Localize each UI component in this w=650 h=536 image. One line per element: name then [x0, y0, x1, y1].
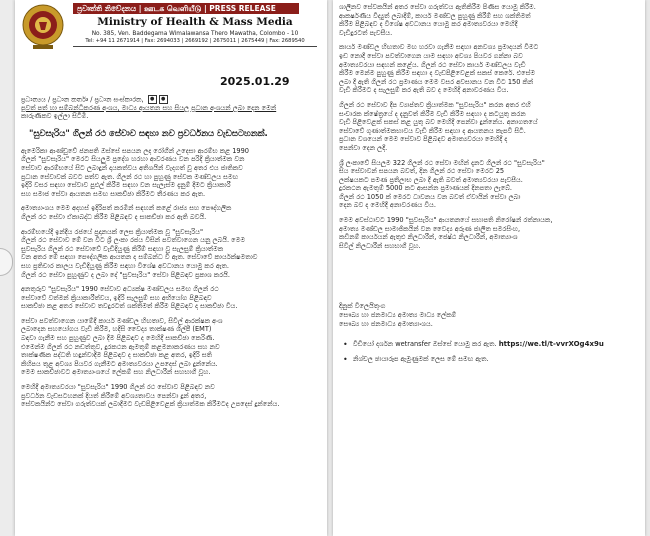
text-line: දෙන බව ද මෙහිදී අනාවරණය විය. [339, 201, 437, 210]
paragraph [21, 317, 321, 377]
text-line: ගිලන් රථ සේවාව දීප ව්‍යාප්තව ක්‍රියාත්මක "සුවසැරිය" කරන අතර එහි [339, 100, 531, 109]
text-line: බඳවා ගැනීම සහ පුහුණුව ලබා දීම පිළිබඳව ද මෙහිදී සාකච්ඡා කෙරිණි. [21, 334, 215, 343]
text-line: සේවා පවත්වාගෙන යාමේදී කාර්ය මණ්ඩල හිඟතාව, සිවිල් ආරක්ෂක අංශ [21, 316, 223, 325]
sri-lanka-emblem-icon [21, 3, 65, 53]
text-line: මෙම සාකච්ඡාවට අමාත්‍යාංශයේ ලේකම් සහ නිලධාරීන් සහභාගී වූහ. [21, 368, 211, 377]
signature-block [339, 302, 637, 328]
text-line: දුරකථන ඇමතුම් 5000 කට ආසන්න ප්‍රමාණයක් දිනපතා ලැබේ. [339, 184, 513, 193]
text-line: ප්‍රධාන සේවාවක් බවට පත්ව ඇත. ගිලන් රථ හා පුහුණු සේවක මණ්ඩලය සමඟ [21, 172, 239, 181]
text-line: සිය සේවාවන් සපයන බවත්, දින ගිලන් රථ සේවා මෙරට 25 [339, 167, 505, 176]
paragraph [339, 43, 637, 95]
text-line: අමාත්‍ය මණ්ඩල සාමාජිකයින් වන වෛද්‍ය අරුණ ජාලිත සමරසිංහ, [339, 224, 521, 233]
text-line: වන අතර මේ සඳහා පෞද්ගලික ආයතන ද සම්බන්ධ වී ඇත. සේවාවේ කාර්යක්ෂමතාව [21, 253, 258, 262]
text-line: සේවකයින්ට සේවා ගරුත්වයක් ලබාදීමට වැඩපිළිවෙළක් ක්‍රියාත්මක කිරීමටද උපදෙස් දුන්නේය. [21, 400, 280, 409]
ministry-name: Ministry of Health & Mass Media [97, 16, 293, 28]
ministry-contacts: Tel: +94 11 2671914 | Fax: 2694033 | 2669192 | 2675011 | 2675449 | Fax: 2689540 [85, 38, 305, 44]
text-line: කිහිපය තුළ අවශ්‍ය පියවර ගැනීමට අමාත්‍යවරයා උපදෙස් ලබා දුන්නේය. [21, 359, 218, 368]
text-line: ඉඩ නොදී සේවා පවත්වාගෙන යාම සඳහා අවශ්‍ය පියවර ගන්නා බව [339, 51, 523, 60]
text-line: කාර්ය මණ්ඩල හිඟතාව මඟ හරවා ගැනීම සඳහා අනවශ්‍ය ප්‍රමාදයන් වීමට [339, 43, 539, 52]
attachment-item [339, 340, 637, 349]
text-line: අමාත්‍යවරයා සඳහන් කළේය. ගිලන් රථ සේවා කාර්ය මණ්ඩලය වැඩි [339, 60, 526, 69]
wetransfer-link[interactable]: https://we.tl/t-vvrXOg4x9u [498, 340, 604, 349]
release-date: 2025.01.29 [220, 75, 290, 88]
text-line: කිරීම පිළිබඳව ද විශේෂ අවධානය යොමු කර අමාත්‍යවරයා මෙහිදී [339, 20, 518, 29]
press-release-banner: ප්‍රවෘත්ති නිවේදනය | ஊடக வெளியீடு | PRESS RELEASE [73, 3, 299, 14]
attachment-text: වීඩියෝ දර්ශන wetransfer ඔස්සේ යොමු කර ඇත. [353, 340, 499, 349]
text-line: ශ්‍රී ලංකාවේ සියලුම 322 ගිලන් රථ සේවා මඟින් දැනට ගිලන් රථ "සුවසැරිය" [339, 158, 545, 167]
text-line: ආරම්භයේදී ඉන්දීය රජයේ ප්‍රදානයක් ලෙස ක්‍රියාත්මක වූ "සුවසැරිය" [21, 227, 204, 236]
ministry-address: No. 385, Ven. Baddegama Wimalawansa Thero Mawatha, Colombo - 10 [91, 31, 299, 37]
addressee-line: ප්‍රධාන්‍යය / ප්‍රධාන කර්තෘ / ප්‍රධාන සංස්කාරක, ● ● [21, 95, 321, 104]
text-line: ගිලන් රථ සේවාව මේ වන විට ශ්‍රී ලංකා රජය විසින් පවත්වාගෙන යනු ලබයි. මෙම [21, 236, 246, 245]
text-line: මෙම අවස්ථාවට 1990 "සුවසැරිය" ආයතනයේ සභාපති නිරෝෂන් රත්නායක, [339, 216, 553, 225]
checkbox: ● [159, 95, 168, 104]
text-line: සහ සමාජ සේවා ආයතන සමඟ සාකච්ඡා කිරීමට තීරණය කර ඇත. [21, 189, 206, 198]
text-line: ප්‍රවර්ධන වැඩසටහනක් දියත් කිරීමේ අවශ්‍යතාවය පෙන්වා දුන් අතර, [21, 391, 207, 400]
text-line: කිරීම මෙන්ම පුහුණු කිරීම සඳහා ද වැඩපිළිවෙළක් සකස් කෙරේ. එසේම [339, 69, 536, 78]
text-line: පෙන්වා දෙන ලදී. [339, 143, 388, 152]
text-line: ගිලන් රථ 1050 ක් මෙරට ධාවනය වන බවත් ඒවායින් සේවා ලබා [339, 192, 521, 201]
text-line: වැඩි පිළිවෙළක් සකස් කළ යුතු බව මෙහිදී පෙන්වා දුන්නේය. අනාගතයේ [339, 118, 538, 127]
text-line: ගිලන් "සුවසැරිය" මෙරට සියලුම ප්‍රදේශ හරහා ආවරණය වන පරිදි ක්‍රියාත්මක වන [21, 155, 245, 164]
paragraph [339, 101, 637, 153]
text-line: ශාලීනව සේවකයින් අතර සේවා ගරුත්වය ඇතිකිරීම පිණිස යොමු කිරීම. [339, 3, 536, 11]
page2-body [339, 3, 637, 364]
text-line: අමාත්‍යාංශය මෙම අදහස් ඉදිරිපත් කරමින් සඳහන් කළේ රාජ්‍ය සහ පෞද්ගලික [21, 204, 232, 213]
signatory-title: සෞඛ්‍ය හා ජනමාධ්‍ය අමාත්‍ය මාධ්‍ය ලේකම් [339, 311, 457, 320]
addressee-line: කාරුණිකව ඉල්ලා සිටිමි. [21, 112, 89, 121]
text-line: සහ ප්‍රතිචාර කාලය වැඩිදියුණු කිරීම සඳහා විශේෂ අවධානය යොමු කර ඇත. [21, 261, 229, 270]
addressee-line: පුවත් පත් හා සම්බන්ධීකරණ අංශය, මාධ්‍ය ආයතන සහ සියලු ප්‍රධාන අංශයන් ලබා දෙන මෙන් [21, 103, 277, 112]
document-page-2 [333, 0, 645, 536]
paragraph [339, 216, 637, 250]
paragraph [21, 285, 321, 311]
paragraph [339, 3, 637, 37]
text-line: වැඩිදුරටත් පැවසීය. [339, 28, 393, 37]
text-line: තාක්ෂණික පද්ධති හඳුන්වාදීම පිළිබඳව ද සාකච්ඡා කළ අතර, ඉදිරි සති [21, 351, 212, 360]
text-line: වැඩි කිරීමට ද සැලසුම් කර ඇති බව ද මෙහිදී අනාවරණය විය. [339, 86, 509, 95]
document-title: "සුවසැරිය" ගිලන් රථ සේවාව සඳහා නව ප්‍රවර්ධනය වැඩසටහනක්. [29, 128, 268, 139]
signatory-ministry: සෞඛ්‍ය හා ජනමාධ්‍ය අමාත්‍යාංශය. [339, 319, 433, 328]
text-line: ලබාදෙන සහයෝගය වැඩි කිරීම, හදිසි වෛද්‍ය තාක්ෂණ ශිල්පී (EMT) [21, 325, 212, 334]
text-line: එමෙන්ම ගිලන් රථ නඩත්තුව, දුරකථන ඇමතුම් කළමනාකරණය සහ නව [21, 342, 220, 351]
letterhead [15, 0, 327, 62]
text-line: සාකච්ඡා කළ අතර සේවාව තවදුරටත් ශක්තිමත් කිරීම පිළිබඳව ද සාකච්ඡා විය. [21, 302, 238, 311]
text-line: සිවිල් නිලධාරීන් සහභාගී වූහ. [339, 241, 421, 250]
attachment-item [339, 355, 637, 364]
text-line: ඇමෙරිකා ආණ්ඩුවේ ජනපති ඔස්සේ සපයන ලද රෝගීන් උදෙසා ආරම්භ කළ 1990 [21, 146, 250, 155]
text-line: ලබා දී ඇති ගිලන් රථ ප්‍රමාණය මෙම වසර අවසානය වන විට 150 කින් [339, 77, 534, 86]
text-line: ලක්ෂයකට පමණ ප්‍රතිලාභ ලබා දී ඇති බවත් අමාත්‍යවරයා පැවසීය. [339, 175, 523, 184]
paragraph [21, 147, 321, 199]
text-line: මෙහිදී අමාත්‍යවරයා "සුවසැරිය" 1990 ගිලන් රථ සේවාව පිළිබඳව නව [21, 383, 215, 392]
text-line: සේවාවේ වත්මන් ක්‍රියාකාරීත්වය, ඉදිරි සැලසුම් සහ අභියෝග පිළිබඳව [21, 293, 212, 302]
text-line: ඉදිරි වසර සඳහා සේවාව පුළුල් කිරීම සඳහා වන සැලැස්ම දැනුම් දීමට ක්‍රියාකාරී [21, 181, 231, 190]
checkbox-group [148, 95, 170, 104]
text-line: ආකර්ෂණීය විද්‍යුත් ලබාදීම්, කාර්ය මණ්ඩල පුහුණු කිරීම් සහ ශක්තිමත් [339, 11, 531, 20]
text-line: කඩිනම් කාර්යයන් ඇතුළු නිලධාරීන්, ජෙෂ්ඨ නිලධාරීන්, අමාත්‍යාංශ [339, 233, 518, 242]
text-line: සුවසැරිය ගිලන් රථ සේවාවේ වැඩිදියුණු කිරීම් සඳහා වූ සැලසුම් ක්‍රියාත්මක [21, 244, 224, 253]
paragraph [21, 383, 321, 409]
text-line: සේවාව ආරම්භයේ සිට ලබාදුන් දායකත්වය අතිශයින් වැදගත් වූ අතර එය ජාතිකව [21, 163, 243, 172]
attachments-list [339, 340, 637, 364]
text-line: ගිලන් රථ සේවා පුහුණුව ද ලබා දේ "සුවසැරිය" සේවා පිළිබඳව ප්‍රකාශ කරයි. [21, 270, 230, 279]
text-line: ප්‍රධාන වශයෙන් මෙම සේවාව පිළිබඳව අමාත්‍යවරයා මෙහිදී ද [339, 135, 508, 144]
checkbox: ● [148, 95, 157, 104]
page1-body [21, 95, 321, 409]
paragraph [21, 228, 321, 280]
paragraph [339, 159, 637, 211]
text-line: ගිලන් රථ සේවා ඒකාබද්ධ කිරීම පිළිබඳව ද සාකච්ඡා කර ඇති බවයි. [21, 212, 207, 221]
document-page-1 [15, 0, 327, 536]
text-line: අනතුරුව "සුවසැරිය" 1990 සේවාව අධ්‍යක්ෂ මණ්ඩලය සමඟ ගිලන් රථ [21, 285, 219, 294]
attachment-text: නිශ්චල ඡායාරූප ඇමුණුමක් ලෙස මේ සමඟ ඇත. [353, 355, 489, 364]
header-divider [73, 46, 317, 47]
paragraph [21, 204, 321, 221]
text-line: සංචාරක ක්ෂේත්‍රයේ ද දැනුවත් කිරීම වැඩි කිරීම සඳහා ද කටයුතු කරන [339, 109, 526, 118]
text-line: සේවාවේ ගුණාත්මකභාවය වැඩි කිරීම සඳහා ද ආයතනය කැපවී සිටී. [339, 126, 526, 135]
signatory-name: දිනුක් විලෙයිතුංග [339, 302, 386, 311]
